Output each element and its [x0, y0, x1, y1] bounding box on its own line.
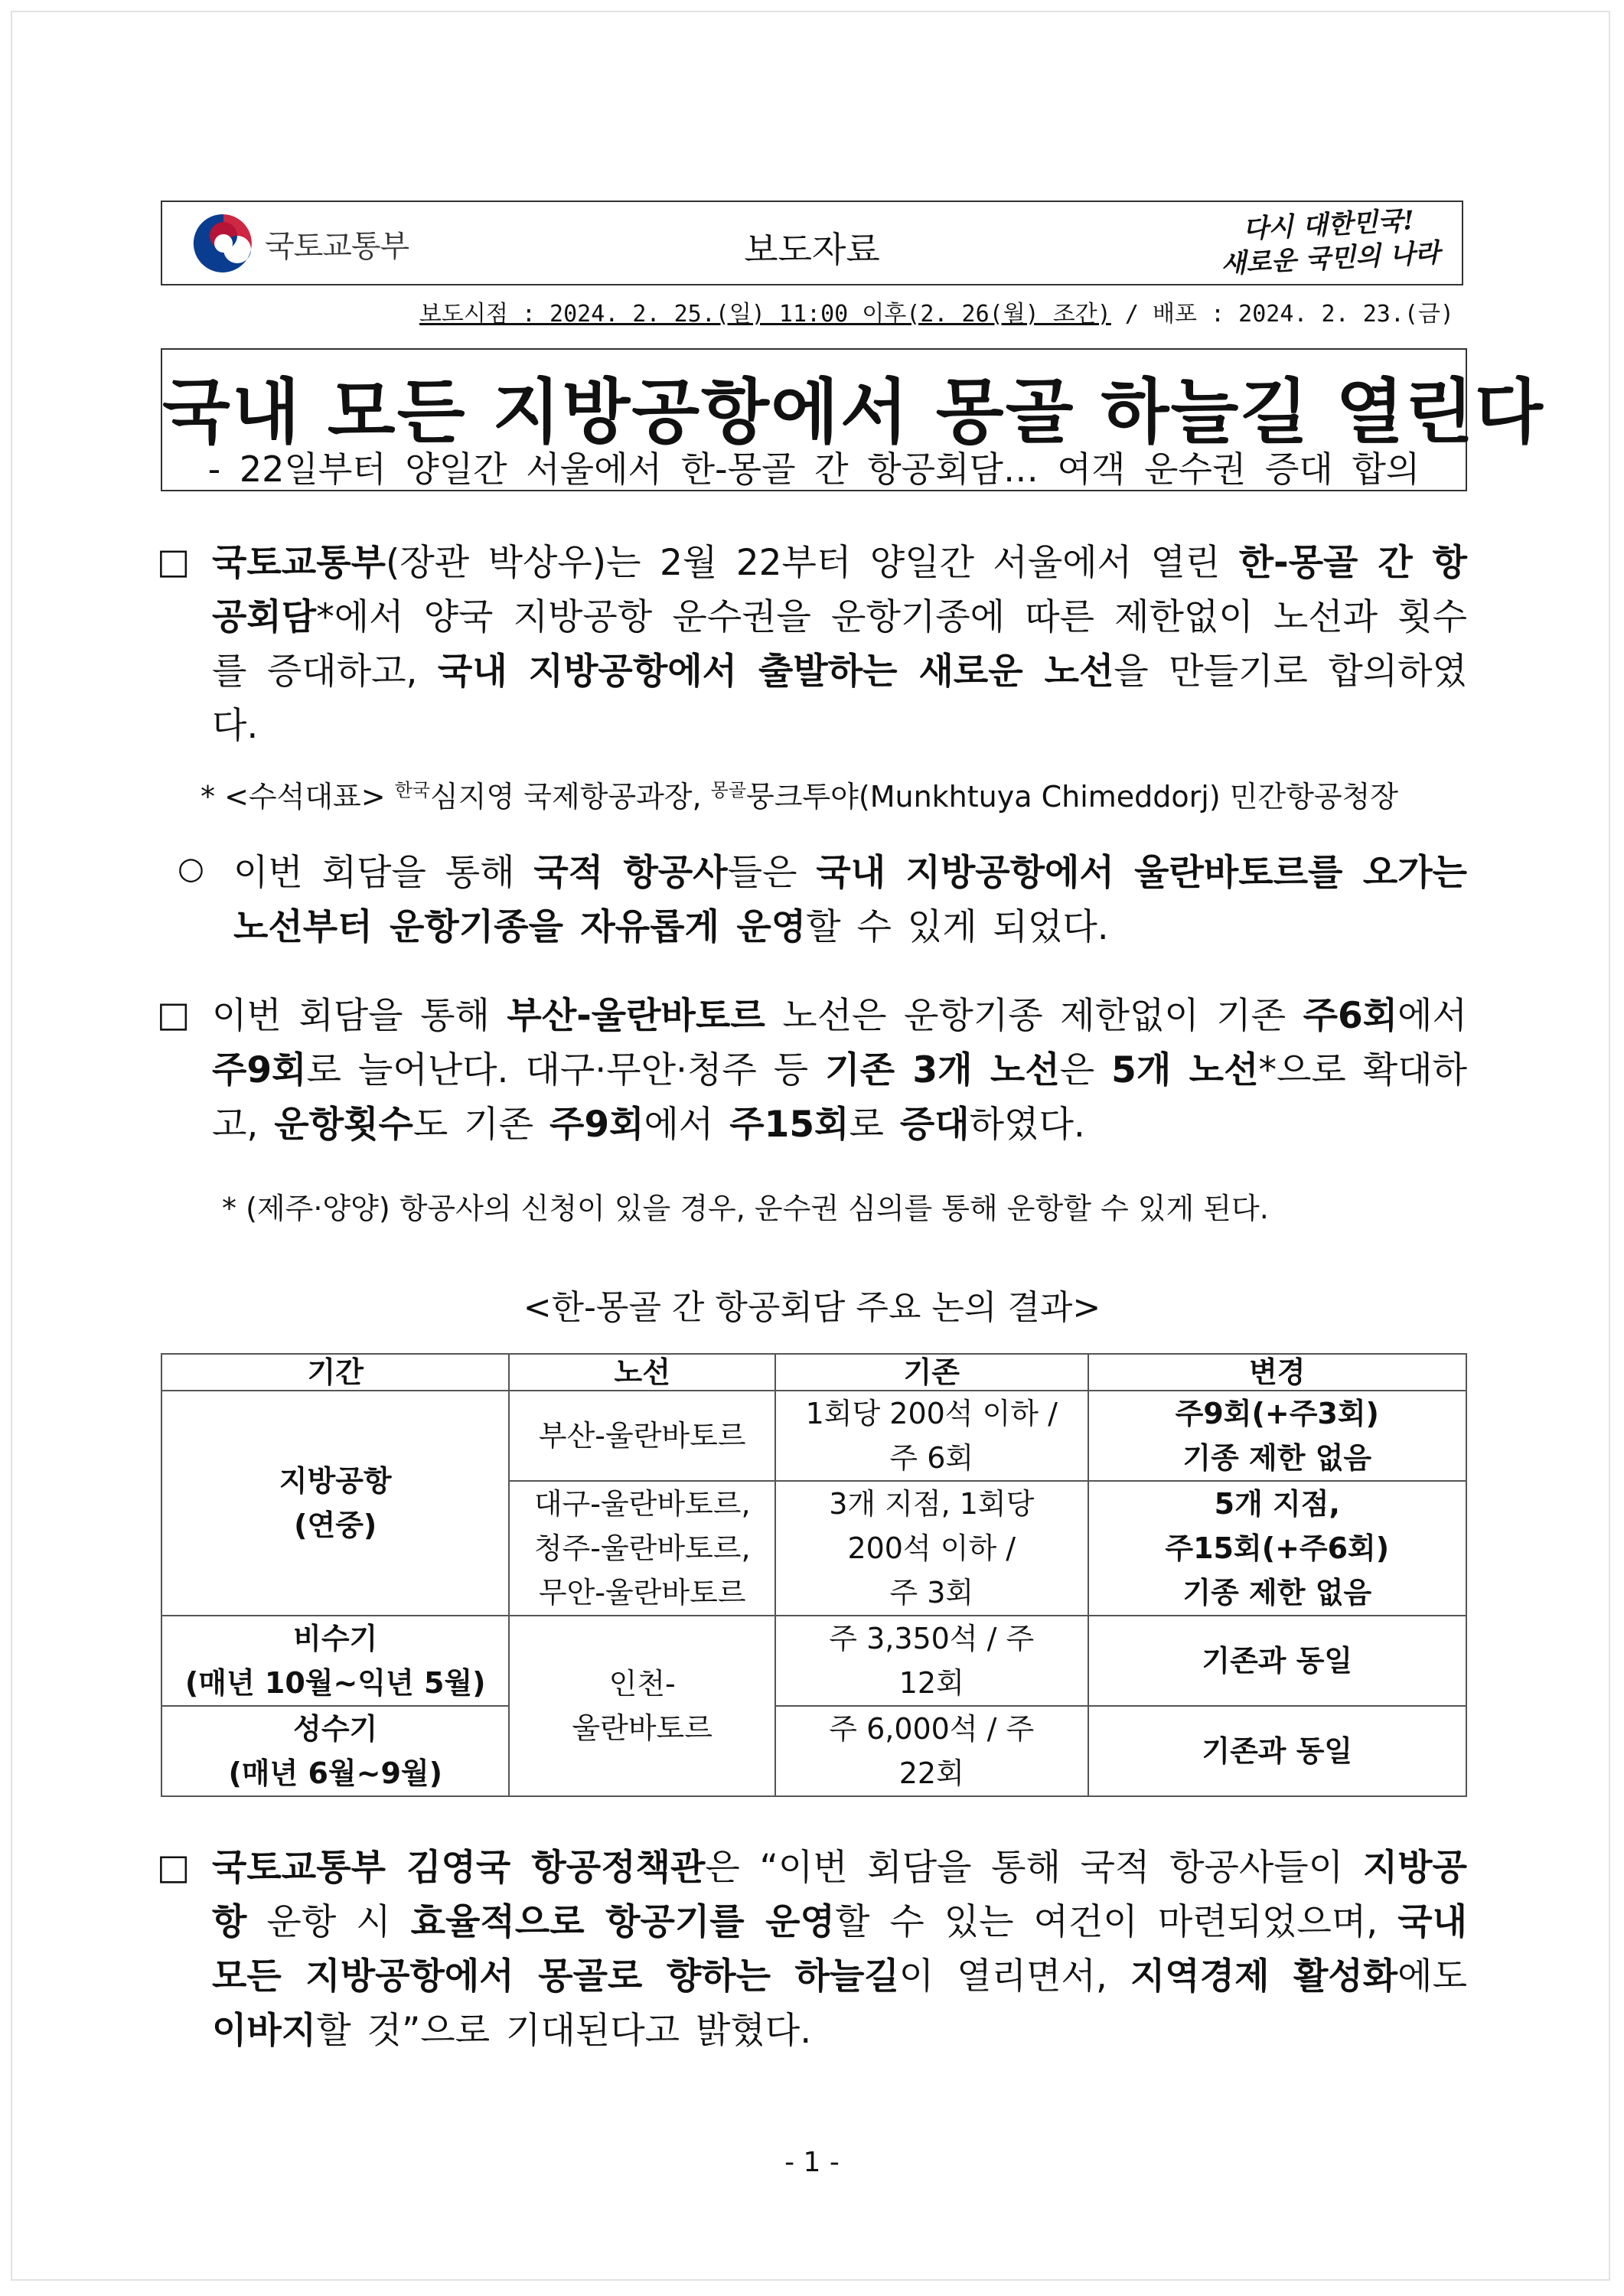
cell-line: 22회 [898, 1756, 964, 1790]
results-table [161, 1353, 1467, 1797]
emphasized-text: 주15회 [729, 1104, 850, 1146]
emphasized-text: 한-몽골 간 항공회담 [212, 542, 1467, 638]
distribution-date: / 배포 : 2024. 2. 23.(금) [1110, 301, 1454, 328]
cell-line: (매년 6월~9월) [228, 1756, 442, 1790]
release-time: 보도시점 : 2024. 2. 25.(일) 11:00 이후(2. 26(월) 조간) [419, 301, 1111, 328]
emphasized-text: 국적 항공사 [533, 852, 728, 894]
footnote-delegates [201, 773, 1398, 815]
body-text: *으로 확대하고, [212, 1049, 1467, 1146]
body-text: 에도 [1397, 1955, 1467, 1998]
body-text: *에서 양국 지방공항 운수권을 운항기종에 따른 제한없이 노선과 횟수를 증대하고, [212, 596, 1467, 693]
cell-line: 비수기 [293, 1622, 378, 1655]
cell-line: 주15회(+주6회) [1165, 1531, 1390, 1565]
body-text: 들은 [727, 852, 817, 894]
body-text: 은 “이번 회담을 통해 국적 항공사들이 [705, 1847, 1363, 1889]
cell-line: 기종 제한 없음 [1182, 1576, 1372, 1609]
changed-peak-season: 기존과 동일 [1088, 1706, 1466, 1796]
existing-others [775, 1481, 1088, 1616]
press-header [161, 201, 1463, 285]
paragraph-4 [212, 1841, 1467, 2058]
emphasized-text: 증대 [899, 1104, 970, 1146]
cell-line: 주 6회 [889, 1441, 974, 1475]
table-row [161, 1706, 1466, 1796]
body-text: 이번 회담을 통해 [233, 852, 534, 894]
route-busan: 부산-울란바토르 [509, 1391, 775, 1481]
cell-line: (연중) [294, 1508, 377, 1542]
cell-line: 주 6,000석 / 주 [829, 1712, 1035, 1746]
emphasized-text: 국내 지방공항에서 출발하는 새로운 노선 [437, 651, 1114, 693]
ministry-logo-text: 국토교통부 [265, 228, 409, 264]
header-route: 노선 [509, 1354, 775, 1391]
changed-busan [1088, 1391, 1466, 1481]
emphasized-text: 국토교통부 [212, 542, 386, 584]
cell-line: 주 3회 [889, 1576, 974, 1609]
cell-line: 기종 제한 없음 [1182, 1441, 1372, 1475]
cell-line: 주 3,350석 / 주 [829, 1622, 1035, 1655]
body-text: 도 기존 [413, 1104, 549, 1146]
cell-line: 1회당 200석 이하 / [805, 1397, 1058, 1430]
emphasized-text: 이바지 [212, 2010, 317, 2052]
body-text: 할 것”으로 기대된다고 밝혔다. [316, 2010, 812, 2052]
note-sup: 한국 [394, 779, 431, 801]
footnote-jeju: * (제주·양양) 항공사의 신청이 있을 경우, 운수권 심의를 통해 운항할 수 있게 된다. [222, 1192, 1269, 1225]
body-text: 할 수 있는 여건이 마련되었으며, [834, 1901, 1398, 1943]
header-existing: 기존 [775, 1354, 1088, 1391]
cell-line: 지방공항 [279, 1464, 392, 1498]
body-text: 노선은 운항기종 제한없이 기존 [765, 995, 1303, 1037]
existing-peak-season [775, 1706, 1088, 1796]
changed-off-season: 기존과 동일 [1088, 1616, 1466, 1706]
square-bullet-icon: □ [157, 1846, 191, 1887]
body-text: 로 늘어난다. 대구·무안·청주 등 [306, 1049, 826, 1091]
cell-line: 성수기 [293, 1712, 378, 1746]
body-text: 을 만들기로 합의하였다. [212, 651, 1467, 747]
existing-off-season [775, 1616, 1088, 1706]
table-row [161, 1391, 1466, 1481]
cell-line: 주9회(+주3회) [1175, 1397, 1379, 1430]
body-text: 이번 회담을 통해 [212, 995, 507, 1037]
note-korea: 심지영 국제항공과장, [430, 780, 711, 814]
emphasized-text: 5개 노선 [1111, 1049, 1259, 1091]
existing-busan [775, 1391, 1088, 1481]
body-text: 하였다. [969, 1104, 1085, 1146]
table-header-row [161, 1354, 1466, 1391]
emphasized-text: 국내 지방공항에서 울란바토르를 오가는 노선부터 운항기종을 자유롭게 운영 [233, 852, 1468, 948]
period-regional [161, 1391, 509, 1616]
release-dateline [419, 295, 1454, 328]
header-period: 기간 [161, 1354, 509, 1391]
body-text: 에서 [644, 1104, 730, 1146]
cell-line: 대구-울란바토르, [533, 1487, 751, 1521]
cell-line: 무안-울란바토르 [538, 1576, 746, 1609]
cell-line: 200석 이하 / [847, 1531, 1016, 1565]
paragraph-2 [233, 846, 1467, 954]
cell-line: 청주-울란바토르, [533, 1531, 751, 1565]
cell-line: 5개 지점, [1214, 1487, 1340, 1521]
body-text: 로 [849, 1104, 900, 1146]
emphasized-text: 운항횟수 [274, 1104, 413, 1146]
header-changed: 변경 [1088, 1354, 1466, 1391]
emphasized-text: 기존 3개 노선 [825, 1049, 1060, 1091]
route-incheon [509, 1616, 775, 1796]
period-peak-season [161, 1706, 509, 1796]
subheadline: - 22일부터 양일간 서울에서 한-몽골 간 항공회담… 여객 운수권 증대 합의 [207, 448, 1420, 490]
emphasized-text: 국토교통부 김영국 항공정책관 [212, 1847, 706, 1889]
body-text: 에서 [1397, 995, 1467, 1037]
note-prefix: * <수석대표> [201, 780, 395, 814]
emphasized-text: 부산-울란바토르 [507, 995, 765, 1037]
circle-bullet-icon: ○ [178, 851, 204, 886]
emphasized-text: 주6회 [1303, 995, 1398, 1037]
table-caption: <한-몽골 간 항공회담 주요 논의 결과> [523, 1288, 1101, 1327]
emphasized-text: 지방공항 [212, 1847, 1467, 1943]
page-number: - 1 - [784, 2147, 840, 2178]
cell-line: 울란바토르 [572, 1711, 713, 1745]
emphasized-text: 주9회 [212, 1049, 307, 1091]
routes-others [509, 1481, 775, 1616]
emphasized-text: 효율적으로 항공기를 운영 [410, 1901, 835, 1943]
square-bullet-icon: □ [157, 540, 191, 582]
note-mongolia: 뭉크투야(Munkhtuya Chimeddorj) 민간항공청장 [746, 780, 1398, 814]
body-text: 운항 시 [246, 1901, 411, 1943]
slogan-calligraphy [1218, 203, 1440, 282]
cell-line: (매년 10월~익년 5월) [184, 1666, 486, 1700]
emphasized-text: 주9회 [549, 1104, 644, 1146]
period-off-season [161, 1616, 509, 1706]
changed-others [1088, 1481, 1466, 1616]
cell-line: 인천- [608, 1667, 676, 1701]
square-bullet-icon: □ [157, 993, 191, 1035]
note-sup: 몽골 [710, 779, 747, 801]
table-row [161, 1616, 1466, 1706]
body-text: 할 수 있게 되었다. [806, 906, 1109, 948]
headline: 국내 모든 지방공항에서 몽골 하늘길 열린다 [162, 371, 1544, 453]
paragraph-3 [212, 989, 1467, 1152]
paragraph-1 [212, 536, 1467, 753]
slogan-line: 새로운 국민의 나라 [1219, 237, 1441, 280]
body-text: (장관 박상우)는 2월 22부터 양일간 서울에서 열린 [386, 542, 1239, 584]
cell-line: 12회 [898, 1666, 964, 1700]
cell-line: 3개 지점, 1회당 [829, 1487, 1035, 1521]
headline-box [161, 348, 1544, 491]
slogan-line: 다시 대한민국! [1241, 205, 1415, 245]
emphasized-text: 지역경제 활성화 [1130, 1955, 1398, 1998]
doc-type-label: 보도자료 [744, 229, 880, 270]
emphasized-text: 국내 모든 지방공항에서 몽골로 향하는 하늘길 [212, 1901, 1467, 1998]
body-text: 이 열리면서, [898, 1955, 1130, 1998]
body-text: 은 [1059, 1049, 1112, 1091]
